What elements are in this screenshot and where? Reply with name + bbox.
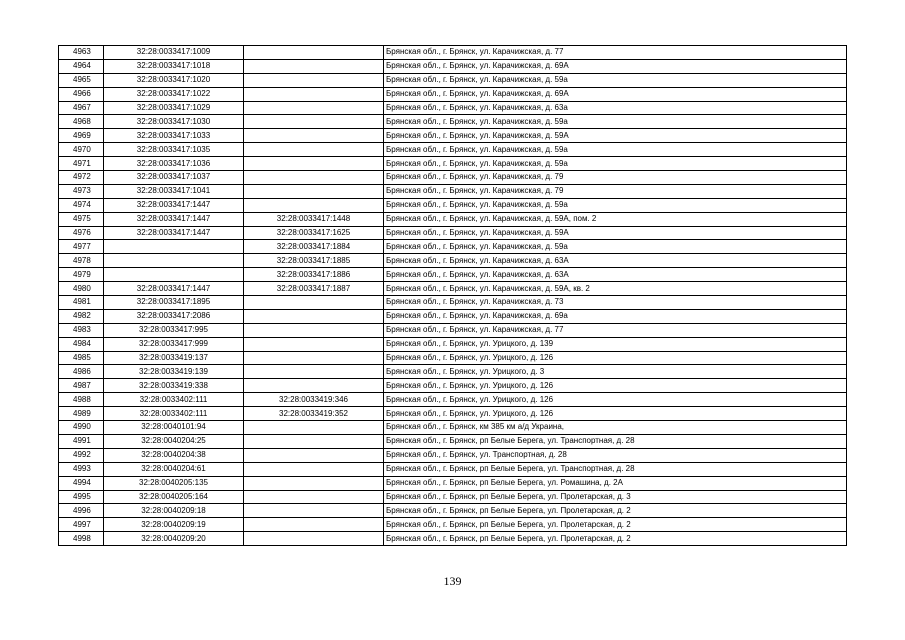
row-number-cell: 4984	[59, 337, 104, 351]
cadastral-number-cell: 32:28:0033417:2086	[104, 309, 244, 323]
table-row	[59, 462, 847, 476]
related-cadastral-number-cell: 32:28:0033417:1885	[244, 254, 384, 268]
address-cell: Брянская обл., г. Брянск, рп Белые Берега, ул. Транспортная, д. 28	[384, 434, 847, 448]
related-cadastral-number-cell	[244, 490, 384, 504]
table-row	[59, 59, 847, 73]
related-cadastral-number-cell	[244, 101, 384, 115]
related-cadastral-number-cell	[244, 337, 384, 351]
cadastral-number-cell: 32:28:0033417:1020	[104, 73, 244, 87]
table-row	[59, 337, 847, 351]
address-cell: Брянская обл., г. Брянск, ул. Карачижская, д. 77	[384, 323, 847, 337]
row-number-cell: 4968	[59, 115, 104, 129]
cadastral-number-cell: 32:28:0033419:137	[104, 351, 244, 365]
address-cell: Брянская обл., г. Брянск, ул. Карачижская, д. 59а	[384, 143, 847, 157]
address-cell: Брянская обл., г. Брянск, ул. Карачижская, д. 69а	[384, 309, 847, 323]
cadastral-number-cell: 32:28:0040205:135	[104, 476, 244, 490]
address-cell: Брянская обл., г. Брянск, ул. Карачижская, д. 69А	[384, 59, 847, 73]
row-number-cell: 4987	[59, 379, 104, 393]
related-cadastral-number-cell: 32:28:0033417:1625	[244, 226, 384, 240]
table-row	[59, 254, 847, 268]
registry-table-body	[59, 46, 847, 546]
row-number-cell: 4977	[59, 240, 104, 254]
cadastral-number-cell: 32:28:0033417:1029	[104, 101, 244, 115]
related-cadastral-number-cell	[244, 323, 384, 337]
cadastral-number-cell: 32:28:0040204:38	[104, 448, 244, 462]
address-cell: Брянская обл., г. Брянск, ул. Урицкого, д. 126	[384, 393, 847, 407]
related-cadastral-number-cell	[244, 434, 384, 448]
related-cadastral-number-cell: 32:28:0033419:352	[244, 407, 384, 421]
related-cadastral-number-cell	[244, 59, 384, 73]
address-cell: Брянская обл., г. Брянск, ул. Карачижская, д. 59а	[384, 198, 847, 212]
row-number-cell: 4993	[59, 462, 104, 476]
related-cadastral-number-cell	[244, 462, 384, 476]
table-row	[59, 184, 847, 198]
table-row	[59, 171, 847, 185]
related-cadastral-number-cell	[244, 87, 384, 101]
cadastral-number-cell	[104, 268, 244, 282]
table-row	[59, 532, 847, 546]
cadastral-number-cell: 32:28:0040204:61	[104, 462, 244, 476]
table-row	[59, 407, 847, 421]
row-number-cell: 4978	[59, 254, 104, 268]
row-number-cell: 4970	[59, 143, 104, 157]
address-cell: Брянская обл., г. Брянск, ул. Урицкого, д. 126	[384, 379, 847, 393]
row-number-cell: 4979	[59, 268, 104, 282]
related-cadastral-number-cell	[244, 532, 384, 546]
table-row	[59, 115, 847, 129]
row-number-cell: 4981	[59, 296, 104, 310]
address-cell: Брянская обл., г. Брянск, рп Белые Берега, ул. Пролетарская, д. 2	[384, 518, 847, 532]
row-number-cell: 4992	[59, 448, 104, 462]
row-number-cell: 4990	[59, 421, 104, 435]
table-row	[59, 434, 847, 448]
related-cadastral-number-cell	[244, 448, 384, 462]
address-cell: Брянская обл., г. Брянск, ул. Карачижская, д. 63а	[384, 101, 847, 115]
cadastral-number-cell: 32:28:0040209:19	[104, 518, 244, 532]
row-number-cell: 4983	[59, 323, 104, 337]
address-cell: Брянская обл., г. Брянск, ул. Карачижская, д. 59А, пом. 2	[384, 212, 847, 226]
related-cadastral-number-cell	[244, 365, 384, 379]
page-number: 139	[443, 574, 462, 588]
address-cell: Брянская обл., г. Брянск, ул. Карачижская, д. 77	[384, 46, 847, 60]
table-row	[59, 393, 847, 407]
table-row	[59, 101, 847, 115]
address-cell: Брянская обл., г. Брянск, ул. Карачижская, д. 59А	[384, 129, 847, 143]
row-number-cell: 4995	[59, 490, 104, 504]
row-number-cell: 4991	[59, 434, 104, 448]
row-number-cell: 4976	[59, 226, 104, 240]
table-row	[59, 379, 847, 393]
table-row	[59, 198, 847, 212]
registry-table	[58, 45, 847, 546]
cadastral-number-cell: 32:28:0033417:1033	[104, 129, 244, 143]
cadastral-number-cell: 32:28:0033417:1035	[104, 143, 244, 157]
related-cadastral-number-cell	[244, 309, 384, 323]
row-number-cell: 4980	[59, 282, 104, 296]
related-cadastral-number-cell	[244, 504, 384, 518]
address-cell: Брянская обл., г. Брянск, ул. Карачижская, д. 63А	[384, 268, 847, 282]
table-row	[59, 143, 847, 157]
related-cadastral-number-cell: 32:28:0033417:1886	[244, 268, 384, 282]
address-cell: Брянская обл., г. Брянск, ул. Урицкого, д. 139	[384, 337, 847, 351]
table-row	[59, 518, 847, 532]
address-cell: Брянская обл., г. Брянск, рп Белые Берега, ул. Транспортная, д. 28	[384, 462, 847, 476]
address-cell: Брянская обл., г. Брянск, ул. Карачижская, д. 59А	[384, 226, 847, 240]
table-row	[59, 46, 847, 60]
address-cell: Брянская обл., г. Брянск, рп Белые Берега, ул. Ромашина, д. 2А	[384, 476, 847, 490]
row-number-cell: 4998	[59, 532, 104, 546]
cadastral-number-cell: 32:28:0033417:1447	[104, 226, 244, 240]
related-cadastral-number-cell	[244, 157, 384, 171]
row-number-cell: 4972	[59, 171, 104, 185]
address-cell: Брянская обл., г. Брянск, ул. Карачижская, д. 73	[384, 296, 847, 310]
table-row	[59, 129, 847, 143]
cadastral-number-cell: 32:28:0040205:164	[104, 490, 244, 504]
address-cell: Брянская обл., г. Брянск, ул. Карачижская, д. 59а	[384, 73, 847, 87]
cadastral-number-cell: 32:28:0033417:1030	[104, 115, 244, 129]
address-cell: Брянская обл., г. Брянск, ул. Транспортная, д. 28	[384, 448, 847, 462]
related-cadastral-number-cell	[244, 73, 384, 87]
cadastral-number-cell: 32:28:0040209:18	[104, 504, 244, 518]
related-cadastral-number-cell	[244, 143, 384, 157]
row-number-cell: 4964	[59, 59, 104, 73]
cadastral-number-cell	[104, 240, 244, 254]
related-cadastral-number-cell	[244, 184, 384, 198]
row-number-cell: 4966	[59, 87, 104, 101]
table-row	[59, 504, 847, 518]
address-cell: Брянская обл., г. Брянск, ул. Карачижская, д. 79	[384, 171, 847, 185]
row-number-cell: 4986	[59, 365, 104, 379]
related-cadastral-number-cell: 32:28:0033417:1884	[244, 240, 384, 254]
address-cell: Брянская обл., г. Брянск, рп Белые Берега, ул. Пролетарская, д. 3	[384, 490, 847, 504]
table-row	[59, 240, 847, 254]
table-row	[59, 282, 847, 296]
cadastral-number-cell: 32:28:0033417:1018	[104, 59, 244, 73]
table-row	[59, 448, 847, 462]
table-row	[59, 268, 847, 282]
table-row	[59, 309, 847, 323]
related-cadastral-number-cell	[244, 46, 384, 60]
cadastral-number-cell: 32:28:0033417:1895	[104, 296, 244, 310]
row-number-cell: 4996	[59, 504, 104, 518]
address-cell: Брянская обл., г. Брянск, ул. Урицкого, д. 126	[384, 407, 847, 421]
row-number-cell: 4965	[59, 73, 104, 87]
row-number-cell: 4989	[59, 407, 104, 421]
row-number-cell: 4988	[59, 393, 104, 407]
related-cadastral-number-cell	[244, 476, 384, 490]
related-cadastral-number-cell	[244, 379, 384, 393]
cadastral-number-cell: 32:28:0033417:995	[104, 323, 244, 337]
address-cell: Брянская обл., г. Брянск, рп Белые Берега, ул. Пролетарская, д. 2	[384, 532, 847, 546]
cadastral-number-cell: 32:28:0033417:999	[104, 337, 244, 351]
row-number-cell: 4963	[59, 46, 104, 60]
cadastral-number-cell: 32:28:0033417:1009	[104, 46, 244, 60]
row-number-cell: 4975	[59, 212, 104, 226]
cadastral-number-cell: 32:28:0040204:25	[104, 434, 244, 448]
related-cadastral-number-cell: 32:28:0033417:1448	[244, 212, 384, 226]
related-cadastral-number-cell	[244, 115, 384, 129]
row-number-cell: 4997	[59, 518, 104, 532]
address-cell: Брянская обл., г. Брянск, ул. Карачижская, д. 59а	[384, 157, 847, 171]
table-row	[59, 226, 847, 240]
address-cell: Брянская обл., г. Брянск, ул. Карачижская, д. 59А, кв. 2	[384, 282, 847, 296]
table-row	[59, 157, 847, 171]
cadastral-number-cell: 32:28:0040101:94	[104, 421, 244, 435]
table-row	[59, 365, 847, 379]
table-row	[59, 490, 847, 504]
table-row	[59, 212, 847, 226]
cadastral-number-cell: 32:28:0033417:1037	[104, 171, 244, 185]
address-cell: Брянская обл., г. Брянск, км 385 км а/д Украина,	[384, 421, 847, 435]
table-row	[59, 73, 847, 87]
row-number-cell: 4973	[59, 184, 104, 198]
table-row	[59, 323, 847, 337]
cadastral-number-cell	[104, 254, 244, 268]
cadastral-number-cell: 32:28:0040209:20	[104, 532, 244, 546]
table-row	[59, 421, 847, 435]
address-cell: Брянская обл., г. Брянск, ул. Урицкого, д. 126	[384, 351, 847, 365]
table-row	[59, 296, 847, 310]
related-cadastral-number-cell	[244, 421, 384, 435]
related-cadastral-number-cell	[244, 171, 384, 185]
related-cadastral-number-cell	[244, 129, 384, 143]
row-number-cell: 4967	[59, 101, 104, 115]
cadastral-number-cell: 32:28:0033417:1041	[104, 184, 244, 198]
cadastral-number-cell: 32:28:0033402:111	[104, 407, 244, 421]
cadastral-number-cell: 32:28:0033417:1447	[104, 282, 244, 296]
related-cadastral-number-cell	[244, 518, 384, 532]
cadastral-number-cell: 32:28:0033419:338	[104, 379, 244, 393]
address-cell: Брянская обл., г. Брянск, ул. Карачижская, д. 79	[384, 184, 847, 198]
address-cell: Брянская обл., г. Брянск, рп Белые Берега, ул. Пролетарская, д. 2	[384, 504, 847, 518]
table-row	[59, 87, 847, 101]
row-number-cell: 4985	[59, 351, 104, 365]
row-number-cell: 4982	[59, 309, 104, 323]
related-cadastral-number-cell: 32:28:0033417:1887	[244, 282, 384, 296]
row-number-cell: 4969	[59, 129, 104, 143]
related-cadastral-number-cell	[244, 198, 384, 212]
cadastral-number-cell: 32:28:0033417:1022	[104, 87, 244, 101]
address-cell: Брянская обл., г. Брянск, ул. Карачижская, д. 69А	[384, 87, 847, 101]
cadastral-number-cell: 32:28:0033417:1036	[104, 157, 244, 171]
cadastral-number-cell: 32:28:0033417:1447	[104, 212, 244, 226]
address-cell: Брянская обл., г. Брянск, ул. Урицкого, д. 3	[384, 365, 847, 379]
table-row	[59, 476, 847, 490]
cadastral-number-cell: 32:28:0033419:139	[104, 365, 244, 379]
cadastral-number-cell: 32:28:0033417:1447	[104, 198, 244, 212]
row-number-cell: 4971	[59, 157, 104, 171]
related-cadastral-number-cell: 32:28:0033419:346	[244, 393, 384, 407]
table-row	[59, 351, 847, 365]
row-number-cell: 4994	[59, 476, 104, 490]
cadastral-number-cell: 32:28:0033402:111	[104, 393, 244, 407]
address-cell: Брянская обл., г. Брянск, ул. Карачижская, д. 59а	[384, 240, 847, 254]
row-number-cell: 4974	[59, 198, 104, 212]
related-cadastral-number-cell	[244, 296, 384, 310]
address-cell: Брянская обл., г. Брянск, ул. Карачижская, д. 59а	[384, 115, 847, 129]
related-cadastral-number-cell	[244, 351, 384, 365]
address-cell: Брянская обл., г. Брянск, ул. Карачижская, д. 63А	[384, 254, 847, 268]
